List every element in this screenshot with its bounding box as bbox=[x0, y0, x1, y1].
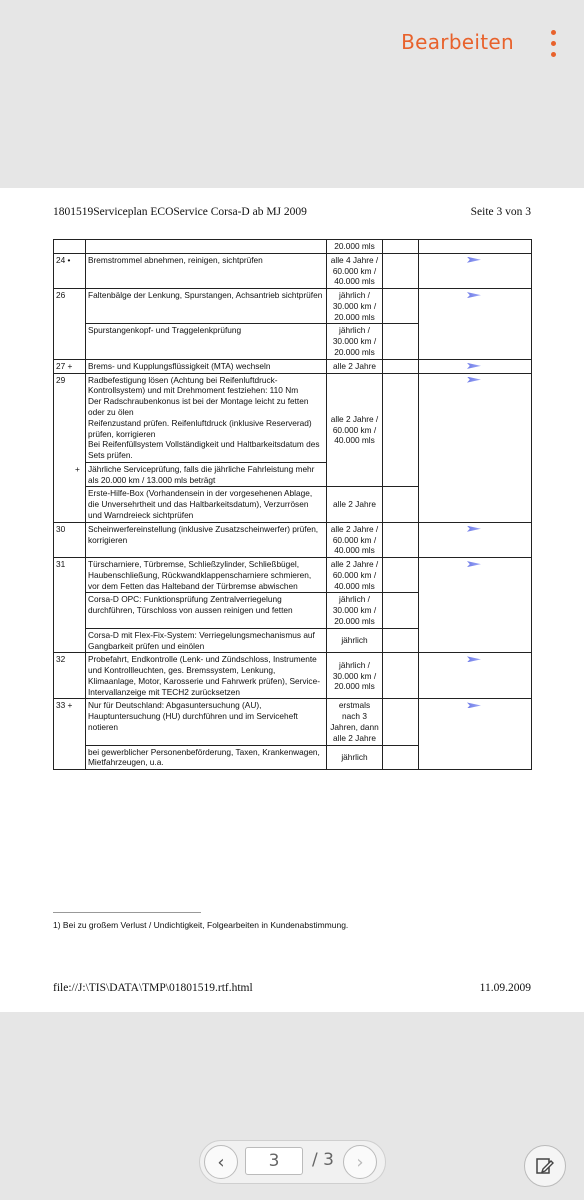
cell-desc: Faltenbälge der Lenkung, Spurstangen, Achsantrieb sichtprüfen bbox=[86, 289, 327, 324]
cell-check bbox=[383, 628, 419, 653]
cell-desc: Scheinwerfereinstellung (inklusive Zusatzscheinwerfer) prüfen, korrigieren bbox=[86, 522, 327, 557]
table-row bbox=[54, 522, 532, 557]
desc-line: Bei Reifenfüllsystem Vollständigkeit und Haltbarkeitsdatum des Sets prüfen. bbox=[88, 439, 320, 461]
cell-interval: jährlich / 30.000 km / 20.000 mls bbox=[327, 289, 383, 324]
chevron-right-icon[interactable]: › bbox=[343, 1145, 377, 1179]
table-row bbox=[54, 253, 532, 288]
desc-line: Radbefestigung lösen (Achtung bei Reifenluftdruck-Kontrollsystem) und mit Drehmoment festziehen: 110 Nm bbox=[88, 374, 299, 396]
app-toolbar bbox=[0, 0, 584, 188]
cell-interval: alle 2 Jahre bbox=[327, 359, 383, 373]
cell-interval: jährlich / 30.000 km / 20.000 mls bbox=[327, 324, 383, 359]
cell-interval: erstmals nach 3 Jahren, dann alle 2 Jahre bbox=[327, 699, 383, 745]
cell-desc: Brems- und Kupplungsflüssigkeit (MTA) wechseln bbox=[86, 359, 327, 373]
cell-check bbox=[383, 745, 419, 770]
cell-desc: Spurstangenkopf- und Traggelenkprüfung bbox=[86, 324, 327, 359]
annotate-icon[interactable] bbox=[524, 1145, 566, 1187]
cell-num: 29 bbox=[54, 373, 86, 522]
cell-check bbox=[383, 487, 419, 522]
flag-icon[interactable] bbox=[467, 656, 481, 663]
page-footer bbox=[53, 982, 531, 994]
document-page bbox=[0, 188, 584, 1012]
cell-check bbox=[383, 359, 419, 373]
cell-desc bbox=[86, 373, 327, 462]
cell-check bbox=[383, 253, 419, 288]
service-table bbox=[53, 239, 532, 770]
flag-icon[interactable] bbox=[467, 561, 481, 568]
flag-icon[interactable] bbox=[467, 292, 481, 299]
table-row bbox=[54, 699, 532, 745]
cell-flag bbox=[419, 240, 532, 254]
file-path: file://J:\TIS\DATA\TMP\01801519.rtf.html bbox=[53, 982, 253, 994]
cell-desc: Nur für Deutschland: Abgasuntersuchung (AU), Hauptuntersuchung (HU) durchführen und im Serviceheft notieren bbox=[86, 699, 327, 745]
table-row bbox=[54, 653, 532, 699]
cell-interval: alle 4 Jahre / 60.000 km / 40.000 mls bbox=[327, 253, 383, 288]
page-header bbox=[53, 206, 531, 218]
cell-desc bbox=[86, 240, 327, 254]
desc-line: Der Radschraubenkonus ist bei der Montage leicht zu fetten oder zu ölen bbox=[88, 396, 309, 417]
more-options-icon[interactable] bbox=[548, 30, 560, 58]
cell-num: 27 + bbox=[54, 359, 86, 373]
cell-check bbox=[383, 324, 419, 359]
cell-interval: jährlich / 30.000 km / 20.000 mls bbox=[327, 593, 383, 628]
edit-button[interactable]: Bearbeiten bbox=[401, 30, 514, 54]
cell-interval: 20.000 mls bbox=[327, 240, 383, 254]
cell-check bbox=[383, 699, 419, 745]
cell-interval: alle 2 Jahre / 60.000 km / 40.000 mls bbox=[327, 522, 383, 557]
flag-icon[interactable] bbox=[467, 257, 481, 264]
desc-line: Reifenzustand prüfen. Reifenluftdruck (inklusive Reserverad) prüfen, korrigieren bbox=[88, 417, 312, 439]
cell-interval: jährlich bbox=[327, 628, 383, 653]
cell-interval: jährlich bbox=[327, 745, 383, 770]
cell-desc: Corsa-D mit Flex-Fix-System: Verriegelungsmechanismus auf Gangbarkeit prüfen und einölen bbox=[86, 628, 327, 653]
cell-num: 33 + bbox=[54, 699, 86, 770]
print-date: 11.09.2009 bbox=[479, 982, 531, 994]
cell-interval: alle 2 Jahre / 60.000 km / 40.000 mls bbox=[327, 558, 383, 593]
page-indicator: Seite 3 von 3 bbox=[470, 206, 531, 218]
cell-check bbox=[383, 522, 419, 557]
desc-text: Jährliche Serviceprüfung, falls die jährliche Fahrleistung mehr als 20.000 km / 13.000 mls beträgt bbox=[88, 463, 315, 485]
cell-flag bbox=[419, 522, 532, 557]
cell-desc bbox=[75, 462, 327, 487]
plus-marker: + bbox=[75, 463, 80, 474]
cell-check bbox=[383, 240, 419, 254]
cell-interval: alle 2 Jahre / 60.000 km / 40.000 mls bbox=[327, 373, 383, 487]
cell-desc: Bremstrommel abnehmen, reinigen, sichtprüfen bbox=[86, 253, 327, 288]
flag-icon[interactable] bbox=[467, 526, 481, 533]
cell-check bbox=[383, 373, 419, 487]
cell-interval: jährlich / 30.000 km / 20.000 mls bbox=[327, 653, 383, 699]
cell-num bbox=[54, 240, 86, 254]
table-row bbox=[54, 558, 532, 593]
cell-flag bbox=[419, 699, 532, 770]
cell-num: 26 bbox=[54, 289, 86, 360]
cell-check bbox=[383, 289, 419, 324]
table-row bbox=[54, 373, 532, 462]
page-number-input[interactable] bbox=[245, 1147, 303, 1175]
cell-flag bbox=[419, 653, 532, 699]
table-row bbox=[54, 289, 532, 324]
cell-desc: Corsa-D OPC: Funktionsprüfung Zentralverriegelung durchführen, Türschloss von aussen reinigen und fetten bbox=[86, 593, 327, 628]
cell-num: 30 bbox=[54, 522, 86, 557]
cell-num: 31 bbox=[54, 558, 86, 653]
footnote: 1) Bei zu großem Verlust / Undichtigkeit, Folgearbeiten in Kundenabstimmung. bbox=[53, 920, 349, 930]
cell-check bbox=[383, 558, 419, 593]
cell-flag bbox=[419, 558, 532, 653]
cell-check bbox=[383, 593, 419, 628]
cell-flag bbox=[419, 289, 532, 360]
table-row bbox=[54, 240, 532, 254]
flag-icon[interactable] bbox=[467, 702, 481, 709]
cell-flag bbox=[419, 359, 532, 373]
document-title: 1801519Serviceplan ECOService Corsa-D ab MJ 2009 bbox=[53, 206, 307, 218]
cell-num: 24 • bbox=[54, 253, 86, 288]
cell-desc: bei gewerblicher Personenbeförderung, Taxen, Krankenwagen, Mietfahrzeugen, u.a. bbox=[86, 745, 327, 770]
table-row bbox=[54, 359, 532, 373]
chevron-left-icon[interactable]: ‹ bbox=[204, 1145, 238, 1179]
cell-desc: Probefahrt, Endkontrolle (Lenk- und Zündschloss, Instrumente und Kontrollleuchten, ges. Bremssystem, Lenkung, Klimaanlage, Motor, Karosserie und Fahrwerk prüfen), Service-Intervallanzeige mit TECH2 zurücksetzen bbox=[86, 653, 327, 699]
cell-num: 32 bbox=[54, 653, 86, 699]
flag-icon[interactable] bbox=[467, 377, 481, 384]
page-navigator bbox=[199, 1140, 386, 1184]
cell-flag bbox=[419, 253, 532, 288]
cell-desc: Erste-Hilfe-Box (Vorhandensein in der vorgesehenen Ablage, die Unversehrtheit und das Haltbarkeitsdatum), Verzurrösen und Warndreieck sichtprüfen bbox=[86, 487, 327, 522]
footnote-divider bbox=[53, 912, 201, 913]
cell-interval: alle 2 Jahre bbox=[327, 487, 383, 522]
cell-flag bbox=[419, 373, 532, 522]
cell-desc: Türscharniere, Türbremse, Schließzylinder, Schließbügel, Haubenschließung, Rückwandklappenscharniere schmieren, vor dem Fetten das Halteband der Türbremse abwischen bbox=[86, 558, 327, 593]
page-total: / 3 bbox=[312, 1150, 334, 1170]
cell-check bbox=[383, 653, 419, 699]
flag-icon[interactable] bbox=[467, 363, 481, 370]
